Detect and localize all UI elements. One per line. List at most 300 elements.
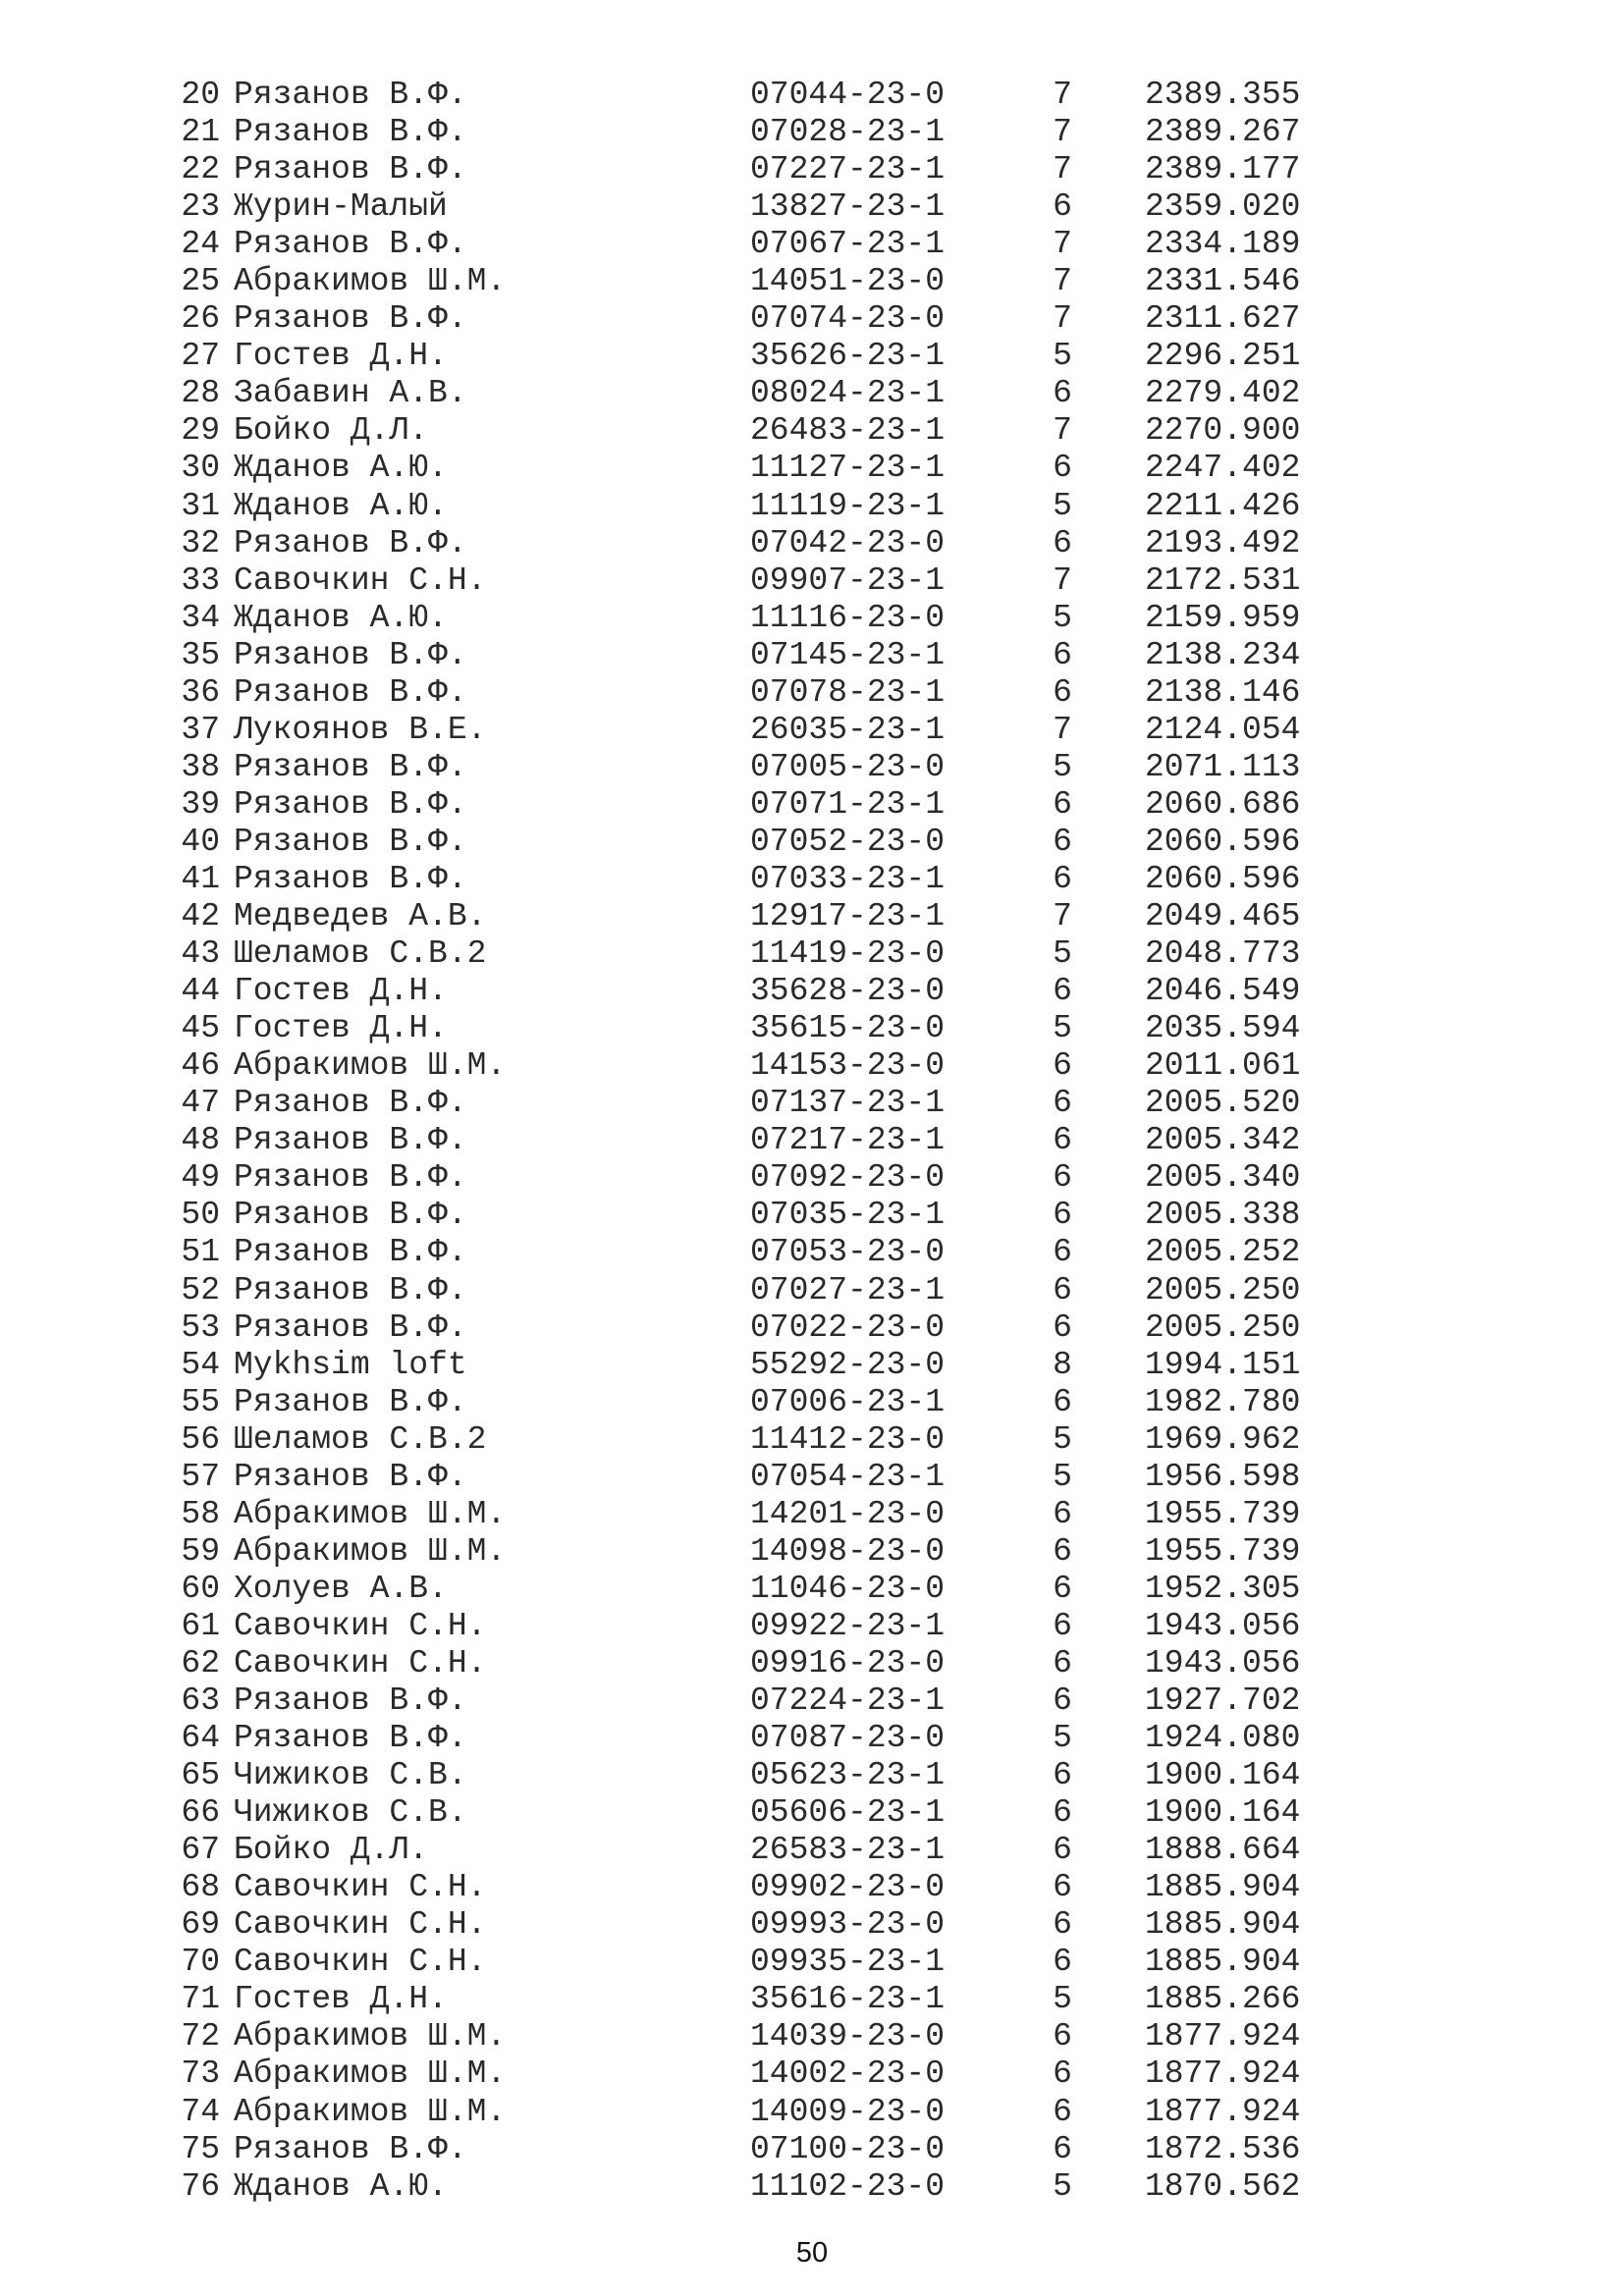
result-rank: 20 (181, 77, 220, 113)
result-row (175, 1757, 1353, 1794)
result-rank: 54 (181, 1346, 220, 1383)
result-owner-name: Рязанов В.Ф. (234, 151, 467, 188)
result-ring-code: 07224-23-1 (750, 1682, 946, 1720)
result-rank: 53 (181, 1308, 220, 1346)
result-owner-name: Шеламов С.В.2 (234, 935, 487, 973)
result-owner-name: Рязанов В.Ф. (234, 673, 467, 711)
result-class: 7 (1053, 226, 1072, 263)
result-rank: 41 (181, 860, 220, 897)
result-class: 6 (1053, 673, 1072, 711)
result-class: 6 (1053, 1495, 1072, 1532)
result-score: 2270.900 (1145, 412, 1301, 450)
result-rank: 76 (181, 2167, 220, 2205)
result-owner-name: Лукоянов В.Е. (234, 711, 487, 748)
result-ring-code: 14051-23-0 (750, 263, 946, 300)
result-rank: 26 (181, 300, 220, 338)
result-row (175, 973, 1353, 1010)
result-rank: 63 (181, 1682, 220, 1720)
result-score: 1877.924 (1145, 2056, 1301, 2093)
result-class: 5 (1053, 1010, 1072, 1047)
result-rank: 72 (181, 2018, 220, 2056)
result-class: 5 (1053, 1458, 1072, 1495)
result-class: 6 (1053, 1197, 1072, 1234)
result-row (175, 188, 1353, 226)
result-class: 6 (1053, 1159, 1072, 1197)
result-ring-code: 11419-23-0 (750, 935, 946, 973)
result-score: 2005.252 (1145, 1234, 1301, 1271)
result-class: 6 (1053, 1832, 1072, 1869)
result-row (175, 1794, 1353, 1832)
result-ring-code: 07052-23-0 (750, 823, 946, 860)
result-class: 7 (1053, 263, 1072, 300)
result-score: 2048.773 (1145, 935, 1301, 973)
result-ring-code: 35628-23-0 (750, 973, 946, 1010)
result-owner-name: Рязанов В.Ф. (234, 1197, 467, 1234)
result-score: 2389.267 (1145, 114, 1301, 151)
result-row (175, 786, 1353, 824)
result-score: 1952.305 (1145, 1570, 1301, 1607)
result-rank: 62 (181, 1644, 220, 1682)
result-class: 7 (1053, 300, 1072, 338)
result-ring-code: 35615-23-0 (750, 1010, 946, 1047)
result-rank: 73 (181, 2056, 220, 2093)
result-ring-code: 55292-23-0 (750, 1346, 946, 1383)
result-score: 2138.234 (1145, 636, 1301, 673)
result-score: 2049.465 (1145, 898, 1301, 935)
result-score: 2172.531 (1145, 561, 1301, 599)
result-row (175, 1832, 1353, 1869)
result-rank: 51 (181, 1234, 220, 1271)
result-owner-name: Абракимов Ш.М. (234, 2093, 507, 2130)
result-rank: 69 (181, 1906, 220, 1944)
result-rank: 68 (181, 1869, 220, 1906)
result-ring-code: 07067-23-1 (750, 226, 946, 263)
result-ring-code: 07027-23-1 (750, 1271, 946, 1308)
result-score: 1982.780 (1145, 1383, 1301, 1420)
result-score: 2005.250 (1145, 1308, 1301, 1346)
result-rank: 35 (181, 636, 220, 673)
result-row (175, 1981, 1353, 2018)
result-row (175, 1197, 1353, 1234)
result-row (175, 1906, 1353, 1944)
result-score: 1877.924 (1145, 2093, 1301, 2130)
result-owner-name: Рязанов В.Ф. (234, 114, 467, 151)
result-rank: 55 (181, 1383, 220, 1420)
result-score: 2060.596 (1145, 860, 1301, 897)
result-owner-name: Абракимов Ш.М. (234, 2056, 507, 2093)
result-score: 1885.904 (1145, 1944, 1301, 1981)
result-rank: 24 (181, 226, 220, 263)
result-ring-code: 09907-23-1 (750, 561, 946, 599)
result-class: 8 (1053, 1346, 1072, 1383)
result-rank: 56 (181, 1420, 220, 1458)
result-class: 7 (1053, 711, 1072, 748)
result-row (175, 562, 1353, 600)
result-owner-name: Mykhsim loft (234, 1346, 467, 1383)
result-row (175, 637, 1353, 674)
result-rank: 37 (181, 711, 220, 748)
result-class: 6 (1053, 1869, 1072, 1906)
result-ring-code: 07227-23-1 (750, 151, 946, 188)
result-owner-name: Савочкин С.Н. (234, 1869, 487, 1906)
result-row (175, 1571, 1353, 1608)
result-ring-code: 07217-23-1 (750, 1122, 946, 1159)
result-score: 2005.338 (1145, 1197, 1301, 1234)
result-class: 5 (1053, 487, 1072, 524)
result-class: 6 (1053, 860, 1072, 897)
result-ring-code: 09922-23-1 (750, 1607, 946, 1644)
result-score: 1927.702 (1145, 1682, 1301, 1720)
result-owner-name: Абракимов Ш.М. (234, 1047, 507, 1085)
result-owner-name: Жданов А.Ю. (234, 599, 448, 636)
result-ring-code: 07053-23-0 (750, 1234, 946, 1271)
result-owner-name: Жданов А.Ю. (234, 450, 448, 487)
result-class: 5 (1053, 935, 1072, 973)
result-owner-name: Гостев Д.Н. (234, 338, 448, 375)
result-row (175, 488, 1353, 525)
result-class: 6 (1053, 1383, 1072, 1420)
result-ring-code: 07033-23-1 (750, 860, 946, 897)
result-class: 5 (1053, 599, 1072, 636)
result-rank: 38 (181, 748, 220, 785)
result-owner-name: Холуев А.В. (234, 1570, 448, 1607)
result-rank: 61 (181, 1607, 220, 1644)
result-ring-code: 11127-23-1 (750, 450, 946, 487)
result-class: 6 (1053, 636, 1072, 673)
result-class: 5 (1053, 2167, 1072, 2205)
result-rank: 64 (181, 1720, 220, 1757)
result-class: 6 (1053, 1906, 1072, 1944)
result-owner-name: Бойко Д.Л. (234, 412, 429, 450)
result-ring-code: 14098-23-0 (750, 1532, 946, 1570)
result-rank: 22 (181, 151, 220, 188)
result-score: 1955.739 (1145, 1532, 1301, 1570)
result-row (175, 1234, 1353, 1271)
result-ring-code: 09935-23-1 (750, 1944, 946, 1981)
result-owner-name: Чижиков С.В. (234, 1757, 467, 1794)
result-row (175, 1122, 1353, 1159)
result-ring-code: 07028-23-1 (750, 114, 946, 151)
result-score: 1943.056 (1145, 1644, 1301, 1682)
result-ring-code: 12917-23-1 (750, 898, 946, 935)
result-owner-name: Забавин А.В. (234, 375, 467, 412)
result-score: 1994.151 (1145, 1346, 1301, 1383)
result-owner-name: Журин-Малый (234, 188, 448, 226)
result-row (175, 338, 1353, 375)
result-class: 6 (1053, 1794, 1072, 1832)
result-class: 6 (1053, 2018, 1072, 2056)
result-score: 2159.959 (1145, 599, 1301, 636)
result-score: 2005.250 (1145, 1271, 1301, 1308)
result-owner-name: Рязанов В.Ф. (234, 1122, 467, 1159)
result-score: 1955.739 (1145, 1495, 1301, 1532)
result-score: 1943.056 (1145, 1607, 1301, 1644)
result-ring-code: 11412-23-0 (750, 1420, 946, 1458)
result-class: 5 (1053, 1720, 1072, 1757)
result-rank: 52 (181, 1271, 220, 1308)
result-class: 6 (1053, 1944, 1072, 1981)
result-score: 2389.177 (1145, 151, 1301, 188)
result-score: 1885.904 (1145, 1869, 1301, 1906)
result-owner-name: Рязанов В.Ф. (234, 2130, 467, 2167)
result-ring-code: 11046-23-0 (750, 1570, 946, 1607)
result-owner-name: Рязанов В.Ф. (234, 1271, 467, 1308)
result-row (175, 1869, 1353, 1906)
result-rank: 65 (181, 1757, 220, 1794)
result-class: 6 (1053, 1234, 1072, 1271)
result-owner-name: Рязанов В.Ф. (234, 1383, 467, 1420)
result-row (175, 2094, 1353, 2131)
result-row (175, 114, 1353, 151)
result-class: 5 (1053, 748, 1072, 785)
result-ring-code: 05623-23-1 (750, 1757, 946, 1794)
result-row (175, 1944, 1353, 1981)
result-class: 6 (1053, 2056, 1072, 2093)
result-ring-code: 07087-23-0 (750, 1720, 946, 1757)
result-score: 2071.113 (1145, 748, 1301, 785)
result-class: 7 (1053, 412, 1072, 450)
result-rank: 70 (181, 1944, 220, 1981)
result-score: 1877.924 (1145, 2018, 1301, 2056)
result-score: 1900.164 (1145, 1794, 1301, 1832)
result-class: 6 (1053, 1532, 1072, 1570)
result-score: 2060.596 (1145, 823, 1301, 860)
result-ring-code: 07137-23-1 (750, 1085, 946, 1122)
result-class: 6 (1053, 1570, 1072, 1607)
result-score: 1872.536 (1145, 2130, 1301, 2167)
result-row (175, 1421, 1353, 1459)
result-row (175, 600, 1353, 637)
result-ring-code: 09916-23-0 (750, 1644, 946, 1682)
result-ring-code: 11119-23-1 (750, 487, 946, 524)
result-owner-name: Рязанов В.Ф. (234, 1308, 467, 1346)
result-rank: 59 (181, 1532, 220, 1570)
result-class: 5 (1053, 338, 1072, 375)
result-owner-name: Абракимов Ш.М. (234, 2018, 507, 2056)
result-rank: 31 (181, 487, 220, 524)
result-score: 2331.546 (1145, 263, 1301, 300)
result-row (175, 263, 1353, 300)
result-owner-name: Рязанов В.Ф. (234, 1682, 467, 1720)
result-ring-code: 14009-23-0 (750, 2093, 946, 2130)
result-score: 1885.904 (1145, 1906, 1301, 1944)
result-row (175, 1720, 1353, 1757)
result-row (175, 1608, 1353, 1645)
result-row (175, 1085, 1353, 1122)
result-score: 2311.627 (1145, 300, 1301, 338)
result-row (175, 2056, 1353, 2093)
result-score: 2138.146 (1145, 673, 1301, 711)
result-ring-code: 07100-23-0 (750, 2130, 946, 2167)
result-ring-code: 26035-23-1 (750, 711, 946, 748)
result-ring-code: 07078-23-1 (750, 673, 946, 711)
result-rank: 27 (181, 338, 220, 375)
result-row (175, 674, 1353, 712)
result-rank: 23 (181, 188, 220, 226)
result-owner-name: Савочкин С.Н. (234, 1906, 487, 1944)
result-score: 1969.962 (1145, 1420, 1301, 1458)
result-class: 6 (1053, 1122, 1072, 1159)
result-class: 6 (1053, 524, 1072, 561)
result-row (175, 300, 1353, 338)
result-rank: 28 (181, 375, 220, 412)
result-rank: 71 (181, 1981, 220, 2018)
result-rank: 29 (181, 412, 220, 450)
result-score: 2005.342 (1145, 1122, 1301, 1159)
result-rank: 50 (181, 1197, 220, 1234)
result-class: 6 (1053, 375, 1072, 412)
result-row (175, 1159, 1353, 1197)
result-ring-code: 14153-23-0 (750, 1047, 946, 1085)
result-owner-name: Рязанов В.Ф. (234, 785, 467, 823)
result-owner-name: Рязанов В.Ф. (234, 226, 467, 263)
result-score: 2296.251 (1145, 338, 1301, 375)
result-rank: 44 (181, 973, 220, 1010)
result-score: 1885.266 (1145, 1981, 1301, 2018)
result-rank: 67 (181, 1832, 220, 1869)
result-class: 6 (1053, 785, 1072, 823)
result-class: 6 (1053, 1607, 1072, 1644)
result-class: 6 (1053, 1047, 1072, 1085)
result-ring-code: 07054-23-1 (750, 1458, 946, 1495)
result-rank: 49 (181, 1159, 220, 1197)
result-score: 2011.061 (1145, 1047, 1301, 1085)
result-row (175, 2131, 1353, 2168)
result-owner-name: Рязанов В.Ф. (234, 77, 467, 113)
result-owner-name: Гостев Д.Н. (234, 973, 448, 1010)
result-row (175, 2168, 1353, 2206)
result-ring-code: 07074-23-0 (750, 300, 946, 338)
result-ring-code: 11102-23-0 (750, 2167, 946, 2205)
result-ring-code: 07042-23-0 (750, 524, 946, 561)
result-ring-code: 07145-23-1 (750, 636, 946, 673)
result-class: 6 (1053, 1682, 1072, 1720)
result-score: 1956.598 (1145, 1458, 1301, 1495)
result-ring-code: 26483-23-1 (750, 412, 946, 450)
result-score: 2193.492 (1145, 524, 1301, 561)
result-rank: 25 (181, 263, 220, 300)
result-owner-name: Жданов А.Ю. (234, 487, 448, 524)
result-row (175, 898, 1353, 935)
result-owner-name: Рязанов В.Ф. (234, 748, 467, 785)
result-rank: 66 (181, 1794, 220, 1832)
result-class: 6 (1053, 823, 1072, 860)
result-ring-code: 14039-23-0 (750, 2018, 946, 2056)
result-ring-code: 07092-23-0 (750, 1159, 946, 1197)
result-row (175, 749, 1353, 786)
result-row (175, 1047, 1353, 1085)
result-ring-code: 09902-23-0 (750, 1869, 946, 1906)
result-rank: 39 (181, 785, 220, 823)
result-ring-code: 07005-23-0 (750, 748, 946, 785)
result-rank: 30 (181, 450, 220, 487)
result-class: 6 (1053, 188, 1072, 226)
result-row (175, 412, 1353, 450)
results-list (175, 77, 1353, 2206)
result-class: 6 (1053, 1271, 1072, 1308)
result-rank: 45 (181, 1010, 220, 1047)
result-class: 6 (1053, 2093, 1072, 2130)
result-ring-code: 09993-23-0 (750, 1906, 946, 1944)
result-score: 2005.340 (1145, 1159, 1301, 1197)
result-rank: 46 (181, 1047, 220, 1085)
result-rank: 60 (181, 1570, 220, 1607)
result-row (175, 375, 1353, 412)
result-rank: 58 (181, 1495, 220, 1532)
result-owner-name: Савочкин С.Н. (234, 561, 487, 599)
result-ring-code: 14002-23-0 (750, 2056, 946, 2093)
result-row (175, 1010, 1353, 1047)
result-owner-name: Рязанов В.Ф. (234, 860, 467, 897)
result-owner-name: Гостев Д.Н. (234, 1010, 448, 1047)
result-row (175, 1347, 1353, 1384)
result-ring-code: 07022-23-0 (750, 1308, 946, 1346)
result-row (175, 450, 1353, 487)
result-ring-code: 35626-23-1 (750, 338, 946, 375)
result-class: 7 (1053, 561, 1072, 599)
result-score: 1924.080 (1145, 1720, 1301, 1757)
result-score: 2005.520 (1145, 1085, 1301, 1122)
result-row (175, 1645, 1353, 1682)
result-score: 2359.020 (1145, 188, 1301, 226)
result-owner-name: Рязанов В.Ф. (234, 636, 467, 673)
result-owner-name: Рязанов В.Ф. (234, 823, 467, 860)
result-rank: 42 (181, 898, 220, 935)
result-class: 5 (1053, 1981, 1072, 2018)
result-row (175, 712, 1353, 749)
result-score: 2060.686 (1145, 785, 1301, 823)
result-score: 2279.402 (1145, 375, 1301, 412)
result-score: 2211.426 (1145, 487, 1301, 524)
result-owner-name: Савочкин С.Н. (234, 1607, 487, 1644)
result-class: 6 (1053, 1085, 1072, 1122)
result-class: 6 (1053, 450, 1072, 487)
result-score: 1870.562 (1145, 2167, 1301, 2205)
result-score: 1900.164 (1145, 1757, 1301, 1794)
result-ring-code: 14201-23-0 (750, 1495, 946, 1532)
result-score: 2247.402 (1145, 450, 1301, 487)
result-class: 6 (1053, 2130, 1072, 2167)
result-ring-code: 26583-23-1 (750, 1832, 946, 1869)
result-class: 5 (1053, 1420, 1072, 1458)
result-owner-name: Абракимов Ш.М. (234, 1532, 507, 1570)
result-row (175, 1533, 1353, 1571)
result-owner-name: Савочкин С.Н. (234, 1644, 487, 1682)
result-row (175, 1496, 1353, 1533)
result-ring-code: 07035-23-1 (750, 1197, 946, 1234)
result-row (175, 77, 1353, 114)
result-owner-name: Абракимов Ш.М. (234, 263, 507, 300)
result-ring-code: 35616-23-1 (750, 1981, 946, 2018)
result-row (175, 935, 1353, 973)
result-owner-name: Рязанов В.Ф. (234, 300, 467, 338)
result-score: 1888.664 (1145, 1832, 1301, 1869)
result-class: 7 (1053, 898, 1072, 935)
result-owner-name: Рязанов В.Ф. (234, 1720, 467, 1757)
result-ring-code: 11116-23-0 (750, 599, 946, 636)
result-ring-code: 05606-23-1 (750, 1794, 946, 1832)
result-rank: 57 (181, 1458, 220, 1495)
result-ring-code: 07071-23-1 (750, 785, 946, 823)
result-owner-name: Чижиков С.В. (234, 1794, 467, 1832)
result-rank: 48 (181, 1122, 220, 1159)
result-rank: 36 (181, 673, 220, 711)
result-score: 2124.054 (1145, 711, 1301, 748)
result-rank: 21 (181, 114, 220, 151)
result-class: 7 (1053, 151, 1072, 188)
result-rank: 75 (181, 2130, 220, 2167)
result-row (175, 226, 1353, 263)
